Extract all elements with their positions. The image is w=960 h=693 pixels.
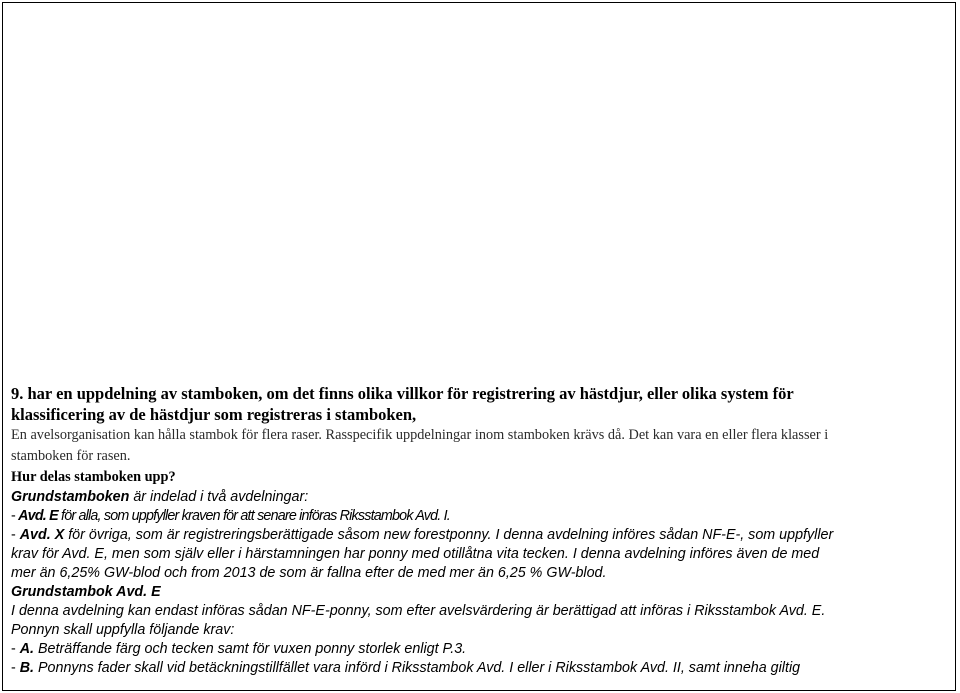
avd-x-line-2: krav för Avd. E, men som själv eller i härstamningen har ponny med otillåtna vita tecken. I denna avdelning införes även de med [11, 546, 820, 562]
grund-line-2: Ponnyn skall uppfylla följande krav: [11, 622, 235, 638]
avd-x-line-3: mer än 6,25% GW-blod och from 2013 de som är fallna efter de med mer än 6,25 % GW-blod. [11, 565, 607, 581]
avd-e-text: för alla, som uppfyller kraven för att senare införas Riksstambok Avd. I. [57, 508, 450, 524]
req-b-label: B. [19, 660, 35, 676]
req-a-label: A. [19, 641, 35, 657]
question-heading: Hur delas stamboken upp? [11, 469, 176, 485]
avd-x-line-1 [11, 526, 947, 545]
section-heading-line-1: 9. har en uppdelning av stamboken, om det finns olika villkor för registrering av hästdjur, eller olika system för [11, 384, 794, 403]
avd-x-prefix: - [11, 527, 20, 543]
division-intro [11, 488, 947, 507]
grund-avd-e-heading: Grundstambok Avd. E [11, 584, 161, 600]
division-intro-rest: är indelad i två avdelningar: [129, 489, 309, 505]
requirement-a [11, 640, 947, 659]
req-a-prefix: - [11, 641, 20, 657]
avd-x-text-1: för övriga, som är registreringsberättigade såsom new forestponny. I denna avdelning införes sådan NF-E-, som uppfyller [64, 527, 834, 543]
section-heading-line-2: klassificering av de hästdjur som registreras i stamboken, [11, 405, 417, 424]
intro-line-1: En avelsorganisation kan hålla stambok för flera raser. Rasspecifik uppdelningar inom stamboken krävs då. Det kan vara en eller flera klasser i [11, 427, 829, 443]
grund-line-1: I denna avdelning kan endast införas sådan NF-E-ponny, som efter avelsvärdering är berättigad att införas i Riksstambok Avd. E. [11, 603, 826, 619]
intro-line-2: stamboken för rasen. [11, 448, 131, 464]
requirement-b [11, 659, 947, 678]
req-b-text: Ponnyns fader skall vid betäckningstillfället vara införd i Riksstambok Avd. I eller i Riksstambok Avd. II, samt inneha giltig [34, 660, 801, 676]
avd-e-prefix: - [11, 508, 19, 524]
req-a-text: Beträffande färg och tecken samt för vuxen ponny storlek enligt P.3. [34, 641, 467, 657]
section-9 [11, 383, 947, 678]
division-intro-bold: Grundstamboken [11, 489, 130, 505]
avd-e-item [11, 507, 947, 526]
avd-e-label: Avd. E [18, 508, 58, 524]
req-b-prefix: - [11, 660, 20, 676]
document-frame [2, 2, 956, 691]
avd-x-label: Avd. X [19, 527, 65, 543]
